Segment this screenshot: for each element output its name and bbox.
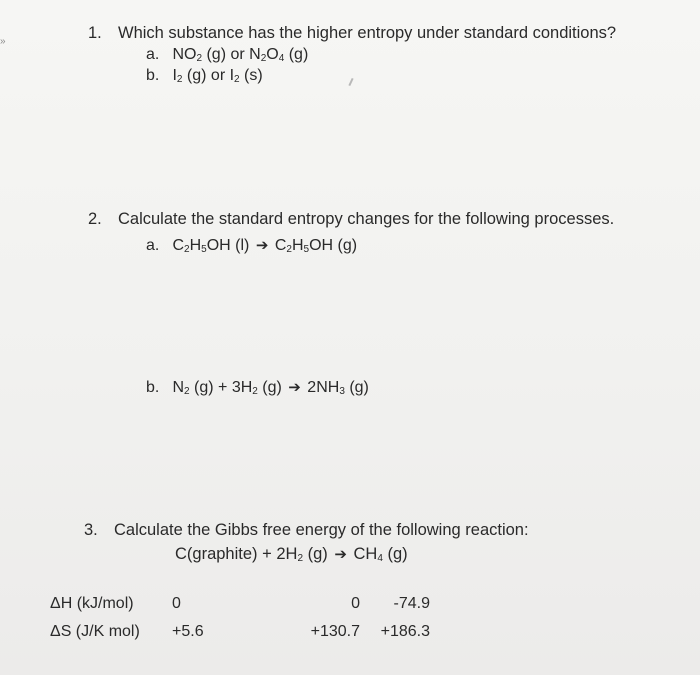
question-2b (146, 378, 369, 397)
question-1a-formula: $NO_2$ (g) or $N_2O_4$ (g) (172, 46, 309, 64)
cell-graphite-dh: 0 (172, 595, 181, 612)
reaction-arrow-icon: ➔ (288, 379, 301, 396)
question-1-text: Which substance has the higher entropy under standard conditions? (118, 24, 617, 42)
table-row (50, 590, 430, 618)
row-header-ds: ΔS (J/K mol) (50, 623, 140, 640)
question-2a (146, 236, 357, 255)
question-1b-formula: $I_2$ (g) or $I_2$ (s) (172, 67, 263, 85)
question-1a-label: a. (146, 46, 160, 63)
cell-graphite-ds: +5.6 (172, 623, 204, 640)
question-2-text: Calculate the standard entropy changes for the following processes. (118, 210, 615, 228)
cell-h2-dh: 0 (351, 595, 360, 612)
question-1b-label: b. (146, 67, 160, 84)
cell-h2-ds: +130.7 (310, 623, 360, 640)
pencil-tick-mark (348, 78, 353, 86)
question-2 (88, 210, 614, 229)
margin-mark: » (0, 36, 6, 47)
question-1 (88, 24, 616, 43)
question-3-text: Calculate the Gibbs free energy of the following reaction: (114, 521, 529, 539)
row-header-dh: ΔH (kJ/mol) (50, 595, 134, 612)
question-1-number: 1. (88, 24, 102, 42)
question-3 (84, 521, 529, 540)
question-2a-label: a. (146, 237, 160, 254)
question-3-reaction (175, 545, 408, 564)
cell-ch4-dh: -74.9 (393, 595, 430, 612)
cell-ch4-ds: +186.3 (380, 623, 430, 640)
question-2b-equation: $N_2$ $(g) + 3H_2$ (g) ➔ $2NH_3$ (g) (172, 379, 369, 397)
question-2b-label: b. (146, 379, 160, 396)
question-3-equation: C(graphite) + $2H_2$ (g) ➔ $CH_4$ (g) (175, 545, 408, 564)
reaction-arrow-icon: ➔ (255, 237, 269, 254)
question-1a (146, 46, 308, 64)
question-1b (146, 67, 263, 85)
question-3-number: 3. (84, 521, 98, 539)
reaction-arrow-icon: ➔ (334, 546, 347, 563)
table-row (50, 618, 430, 646)
thermo-data-table (50, 590, 430, 646)
question-2-number: 2. (88, 210, 102, 228)
question-2a-equation: $C_2H_5OH$ (l) ➔ $C_2H_5OH$ (g) (172, 237, 358, 255)
